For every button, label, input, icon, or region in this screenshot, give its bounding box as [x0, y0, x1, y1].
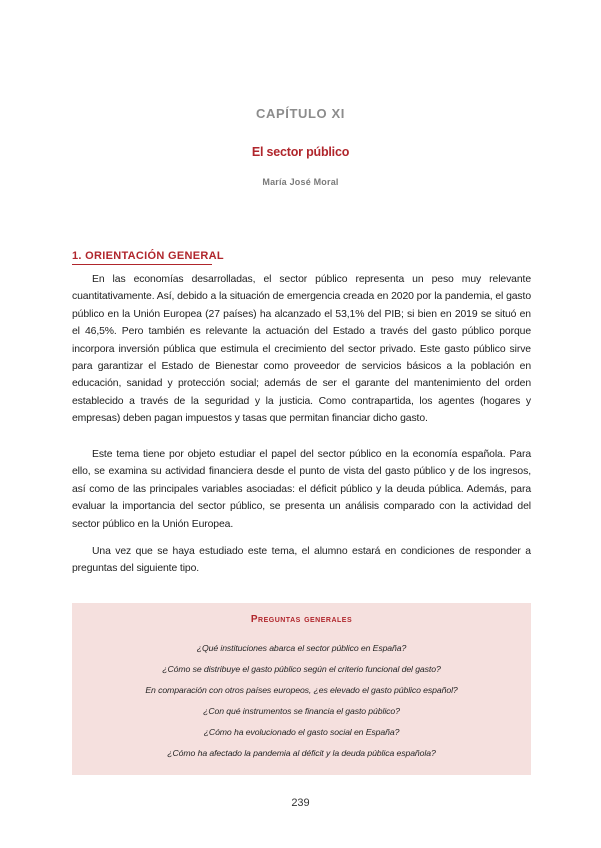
section-heading-underline — [72, 264, 212, 265]
question-item: ¿Cómo ha afectado la pandemia al déficit y la deuda pública española? — [167, 748, 436, 758]
body-paragraph: Este tema tiene por objeto estudiar el papel del sector público en la economía española. Para ello, se examina su actividad financiera desde el punto de vista del gasto público y de los ingresos, así como de las principales variables asociadas: el déficit público y la deuda pública. Además, para evaluar la importancia del sector público, se presenta un análisis comparado con la actividad del sector público en la Unión Europea. — [72, 449, 531, 530]
section-heading: 1. ORIENTACIÓN GENERAL — [72, 250, 224, 262]
body-paragraph: Una vez que se haya estudiado este tema, el alumno estará en condiciones de responder a preguntas del siguiente tipo. — [72, 546, 531, 575]
question-item: ¿Cómo se distribuye el gasto público según el criterio funcional del gasto? — [162, 664, 441, 674]
questions-box — [72, 603, 531, 775]
question-item: ¿Cómo ha evolucionado el gasto social en España? — [203, 727, 400, 737]
author-name: María José Moral — [262, 177, 339, 187]
page-number: 239 — [291, 797, 310, 809]
question-item: ¿Qué instituciones abarca el sector público en España? — [196, 643, 407, 653]
question-item: En comparación con otros países europeos, ¿es elevado el gasto público español? — [145, 685, 458, 695]
body-paragraph: En las economías desarrolladas, el sector público representa un peso muy relevante cuantitativamente. Así, debido a la situación de emergencia creada en 2020 por la pandemia, el gasto público en la Unión Europea (27 países) ha alcanzado el 53,1% del PIB; si bien en 2019 se situó en el 46,5%. Pero también es relevante la actuación del Estado a través del gasto público porque incorpora inversión pública que estimula el crecimiento del sector privado. Este gasto público sirve para garantizar el Estado de Bienestar como proveedor de servicios básicos a la población en educación, sanidad y protección social; además de ser el garante del mantenimiento del orden establecido a través de la seguridad y la justicia. Como contrapartida, los agentes (hogares y empresas) deben pagan impuestos y tasas que permitan financiar dicho gasto. — [72, 274, 531, 425]
chapter-title: El sector público — [251, 145, 350, 159]
question-item: ¿Con qué instrumentos se financia el gasto público? — [203, 706, 400, 716]
questions-box-heading: Preguntas generales — [250, 614, 353, 625]
chapter-label: CAPÍTULO XI — [256, 106, 345, 121]
